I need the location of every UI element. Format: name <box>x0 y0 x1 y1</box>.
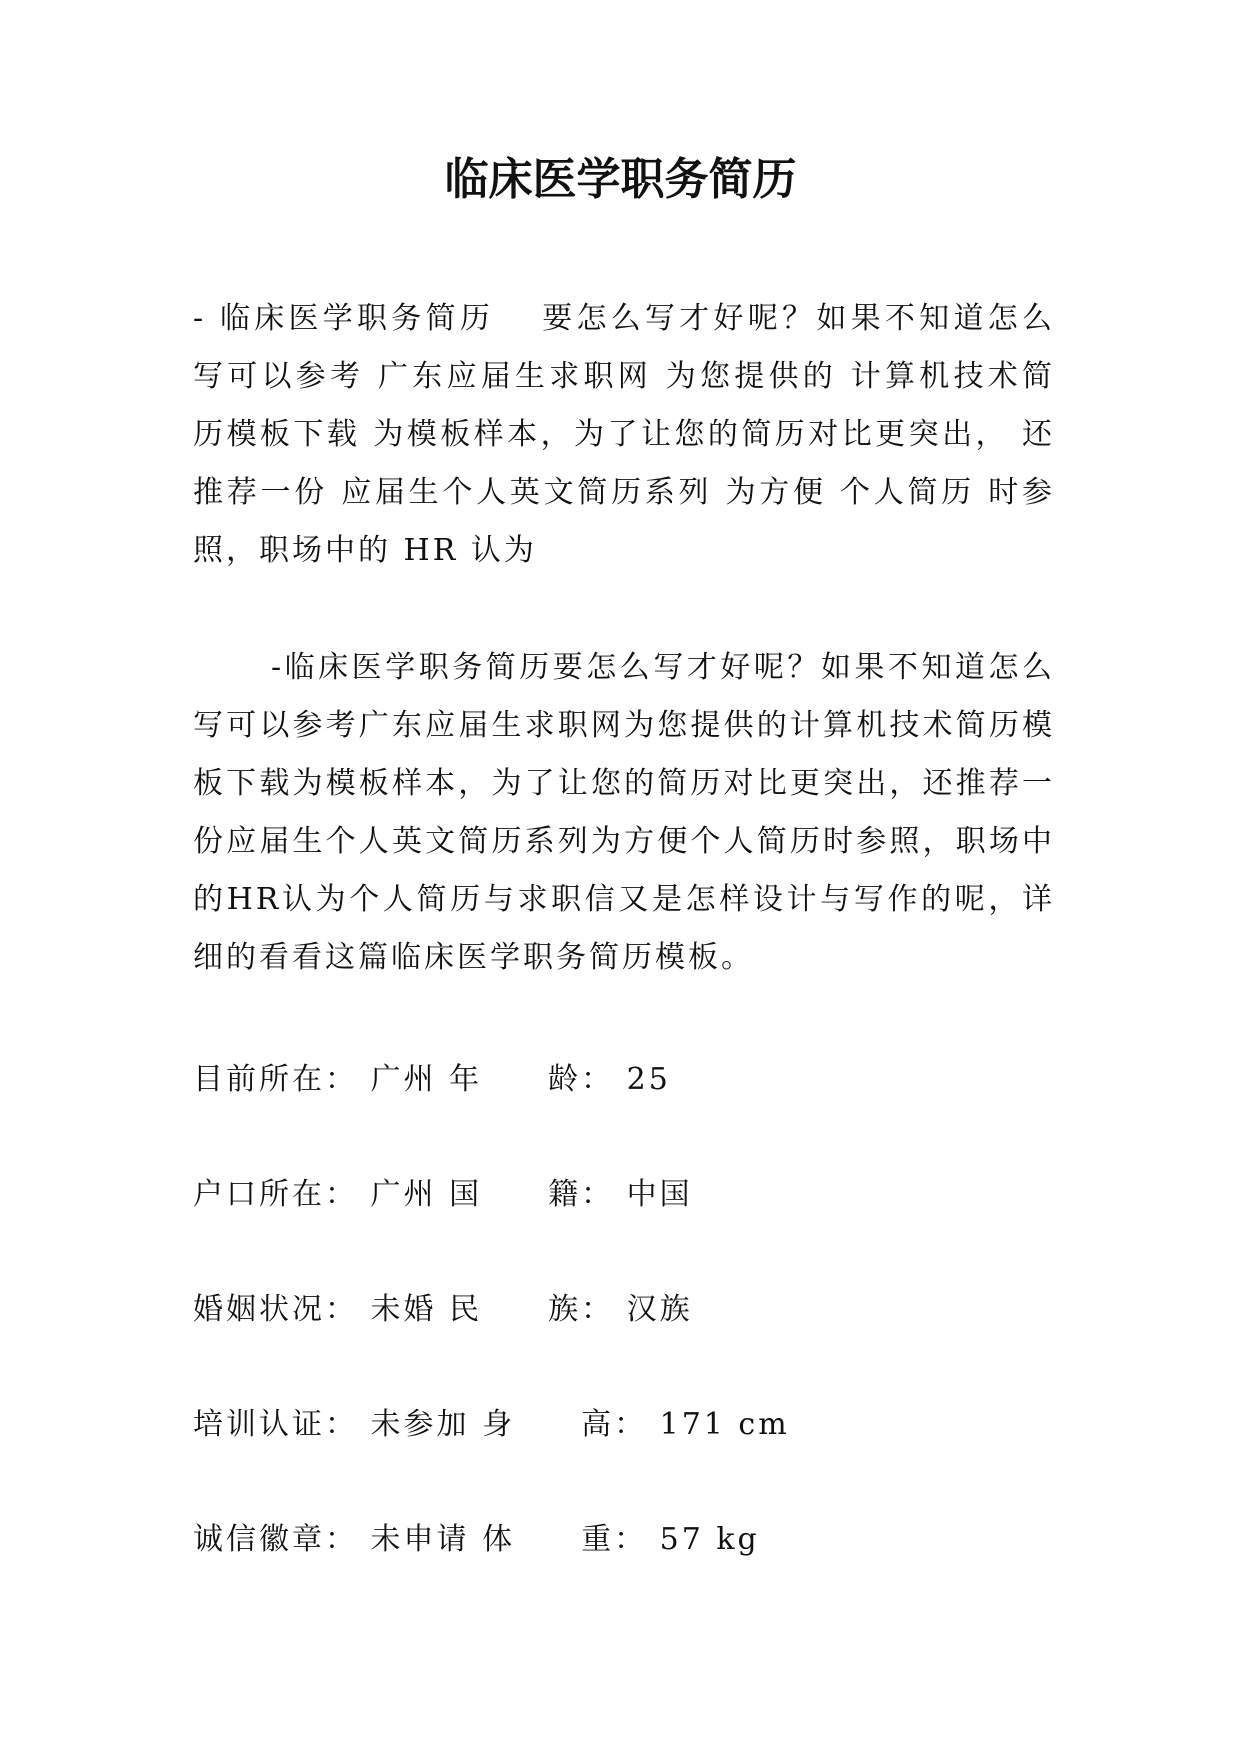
info-row-marital: 婚姻状况： 未婚 民 族： 汉族 <box>193 1292 693 1327</box>
body-paragraph: -临床医学职务简历要怎么写才好呢？如果不知道怎么写可以参考广东应届生求职网为您提供的计算机技术简历模板下载为模板样本，为了让您的简历对比更突出，还推荐一份应届生个人英文简历系列为方便个人简历时参照，职场中的HR认为个人简历与求职信又是怎样设计与写作的呢，详细的看看这篇临床医学职务简历模板。 <box>193 650 1055 975</box>
document-title: 临床医学职务简历 <box>444 154 797 205</box>
intro-paragraph: - 临床医学职务简历 要怎么写才好呢？如果不知道怎么写可以参考 广东应届生求职网 为您提供的 计算机技术简历模板下载 为模板样本，为了让您的简历对比更突出， 还推荐一份 应届生个人英文简历系列 为方便 个人简历 时参照，职场中的 HR 认为 <box>193 301 1055 568</box>
info-row-household: 户口所在： 广州 国 籍： 中国 <box>193 1177 693 1212</box>
info-row-location: 目前所在： 广州 年 龄： 25 <box>193 1062 671 1097</box>
info-row-training: 培训认证： 未参加 身 高： 171 cm <box>193 1407 790 1442</box>
info-row-credit: 诚信徽章： 未申请 体 重： 57 kg <box>193 1522 760 1557</box>
